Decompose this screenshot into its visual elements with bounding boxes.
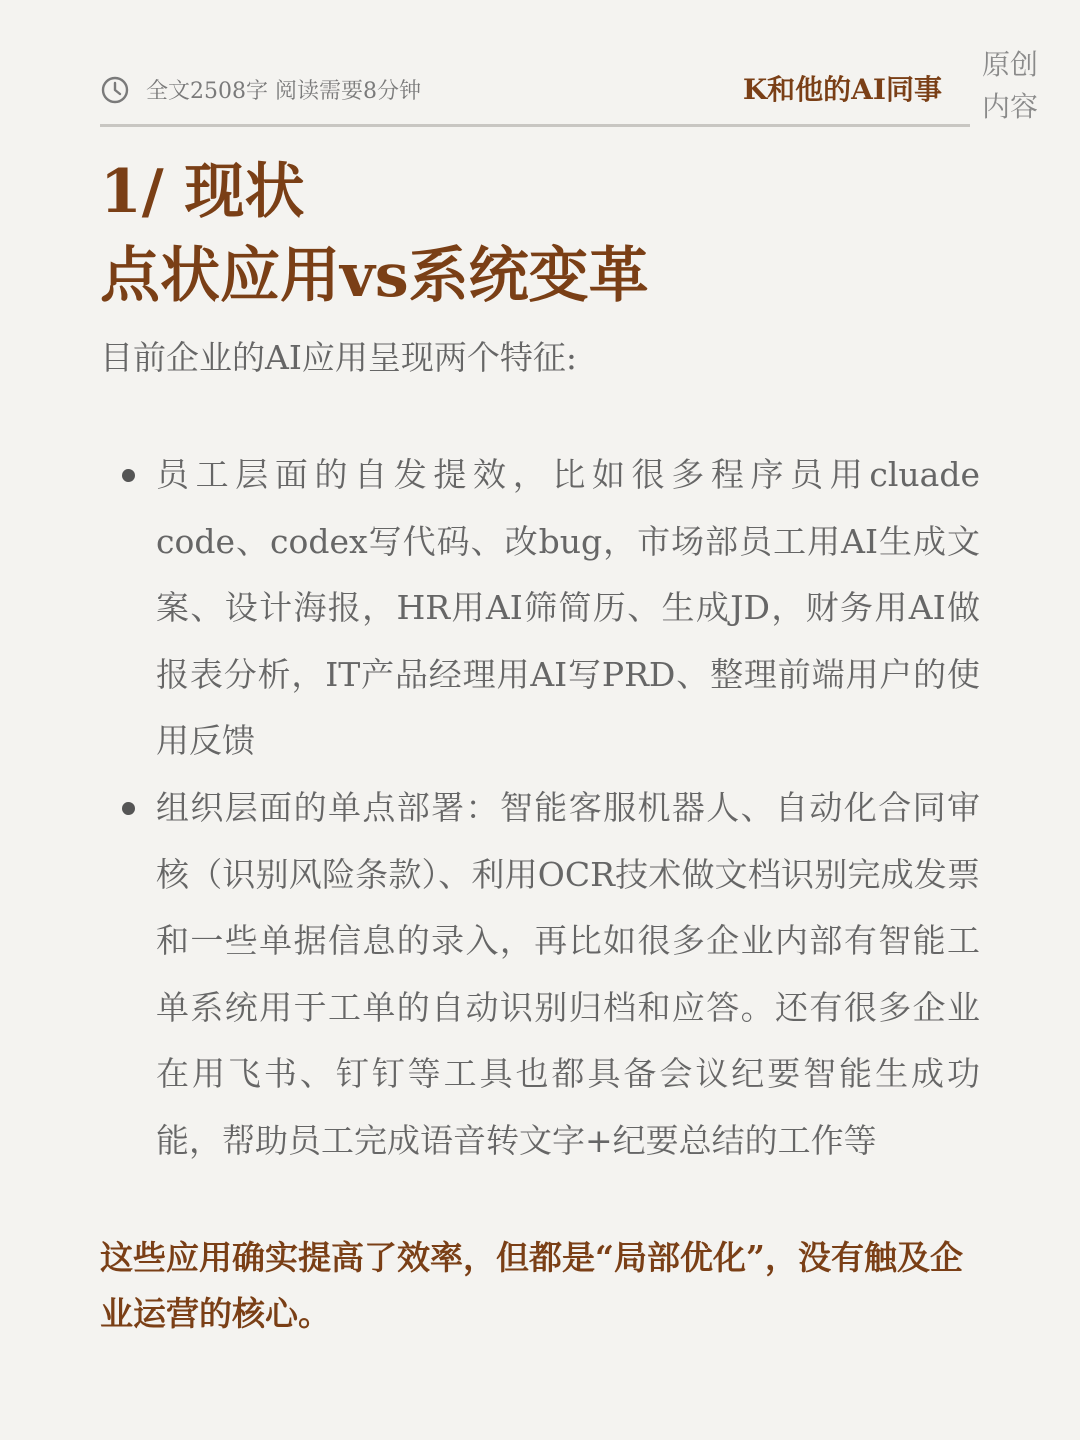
conclusion-paragraph: 这些应用确实提高了效率，但都是“局部优化”，没有触及企业运营的核心。 bbox=[100, 1238, 963, 1333]
clock-icon bbox=[100, 75, 130, 105]
list-item-text: 员工层面的自发提效，比如很多程序员用cluade code、codex写代码、改bug，市场部员工用AI生成文案、设计海报，HR用AI筛简历、生成JD，财务用AI做报表分析，IT产品经理用AI写PRD、整理前端用户的使用反馈 bbox=[156, 455, 980, 761]
intro-paragraph: 目前企业的AI应用呈现两个特征: bbox=[100, 338, 577, 377]
feature-list bbox=[100, 442, 980, 1175]
author-name: K和他的AI同事 bbox=[742, 73, 942, 106]
original-badge-line2: 内容 bbox=[982, 90, 1039, 123]
list-item bbox=[100, 775, 980, 1175]
bullet-dot-icon bbox=[122, 802, 135, 815]
list-item-text: 组织层面的单点部署：智能客服机器人、自动化合同审核（识别风险条款）、利用OCR技术做文档识别完成发票和一些单据信息的录入，再比如很多企业内部有智能工单系统用于工单的自动识别归档和应答。还有很多企业在用飞书、钉钉等工具也都具备会议纪要智能生成功能，帮助员工完成语音转文字+纪要总结的工作等 bbox=[156, 787, 980, 1160]
bullet-dot-icon bbox=[122, 469, 135, 482]
section-title-line2: 点状应用vs系统变革 bbox=[100, 241, 649, 311]
original-badge-line1: 原创 bbox=[982, 48, 1039, 81]
reading-info-text: 全文2508字 阅读需要8分钟 bbox=[146, 79, 421, 104]
reading-info bbox=[100, 74, 421, 105]
original-content-badge bbox=[982, 44, 1042, 128]
header bbox=[100, 60, 970, 120]
list-item bbox=[100, 442, 980, 775]
section-title bbox=[100, 150, 980, 318]
header-divider bbox=[100, 124, 970, 127]
section-title-line1: 1/ 现状 bbox=[100, 157, 305, 227]
